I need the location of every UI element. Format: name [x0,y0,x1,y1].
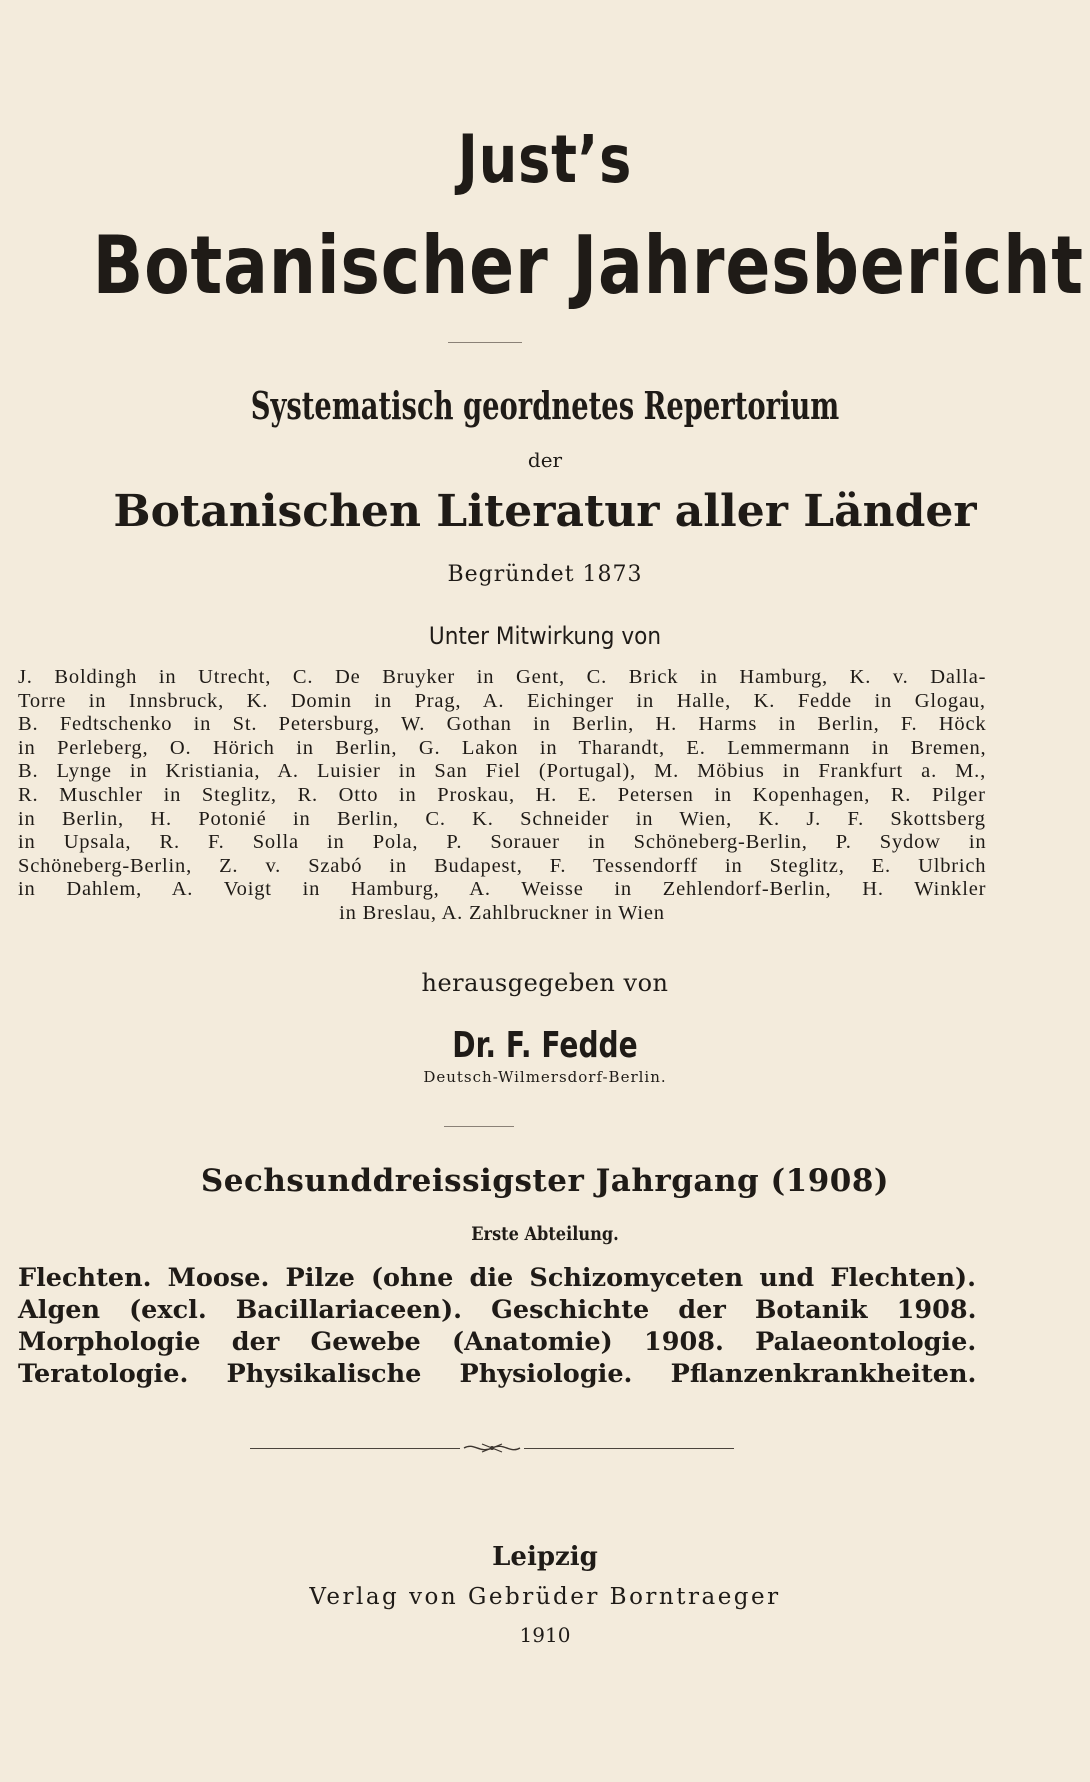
contributors-line: in Upsala, R. F. Solla in Pola, P. Sorauer in Schöneberg-Berlin, P. Sydow in [18,831,987,854]
imprint-city: Leipzig [492,1542,598,1572]
editor-intro: herausgegeben von [421,969,669,997]
ornament-icon [460,1440,524,1459]
ornament-line-right [524,1448,734,1449]
contributors-line: R. Muschler in Steglitz, R. Otto in Proskau, H. E. Petersen in Kopenhagen, R. Pilger [18,783,986,806]
founded-line: Begründet 1873 [447,562,643,587]
contributors-line: Schöneberg-Berlin, Z. v. Szabó in Budapest, F. Tessendorff in Steglitz, E. Ulbrich [18,854,987,877]
imprint-year: 1910 [519,1623,571,1647]
flourish-icon [460,1440,524,1456]
contributors-line: in Berlin, H. Potonié in Berlin, C. K. Schneider in Wien, K. J. F. Skottsberg [18,807,986,830]
divider-rule [448,342,522,343]
literatur-heading: Botanischen Literatur aller Länder [113,486,977,537]
contributors-line: J. Boldingh in Utrecht, C. De Bruyker in Gent, C. Brick in Hamburg, K. v. Dalla- [18,666,987,688]
part-heading: Erste Abteilung. [471,1223,619,1245]
contributors-line: Torre in Innsbruck, K. Domin in Prag, A. Eichinger in Halle, K. Fedde in Glogau, [18,689,986,712]
cooperation-line: Unter Mitwirkung von [428,622,662,650]
editor-name: Dr. F. Fedde [452,1025,638,1066]
divider-rule [444,1126,514,1127]
topics-line: Teratologie. Physikalische Physiologie. Pflanzenkrankheiten. [18,1359,977,1389]
title-line-2: Botanischer Jahresbericht [92,219,1084,312]
contributors-line: in Perleberg, O. Hörich in Berlin, G. Lakon in Tharandt, E. Lemmermann in Bremen, [18,736,987,759]
title-line-1: Just’s [457,121,633,198]
topics-line: Algen (excl. Bacillariaceen). Geschichte der Botanik 1908. [18,1295,977,1325]
ornament-divider [250,1440,734,1456]
contributors-list [18,666,986,926]
topics-line: Morphologie der Gewebe (Anatomie) 1908. Palaeontologie. [18,1327,977,1357]
contributors-line: B. Fedtschenko in St. Petersburg, W. Gothan in Berlin, H. Harms in Berlin, F. Höck [18,713,987,736]
contributors-line: B. Lynge in Kristiania, A. Luisier in San Fiel (Portugal), M. Möbius in Frankfurt a. M., [18,760,986,783]
contributors-line: in Dahlem, A. Voigt in Hamburg, A. Weisse in Zehlendorf-Berlin, H. Winkler [18,878,987,901]
topics-list [18,1262,976,1390]
connector-word: der [527,448,563,472]
volume-heading: Sechsunddreissigster Jahrgang (1908) [200,1163,890,1199]
subtitle: Systematisch geordnetes Repertorium [250,383,840,428]
editor-place: Deutsch-Wilmersdorf-Berlin. [423,1068,667,1086]
ornament-line-left [250,1448,460,1449]
topics-line: Flechten. Moose. Pilze (ohne die Schizomyceten und Flechten). [18,1263,976,1293]
contributors-line: in Breslau, A. Zahlbruckner in Wien [339,901,665,924]
imprint-publisher: Verlag von Gebrüder Borntraeger [309,1584,781,1610]
